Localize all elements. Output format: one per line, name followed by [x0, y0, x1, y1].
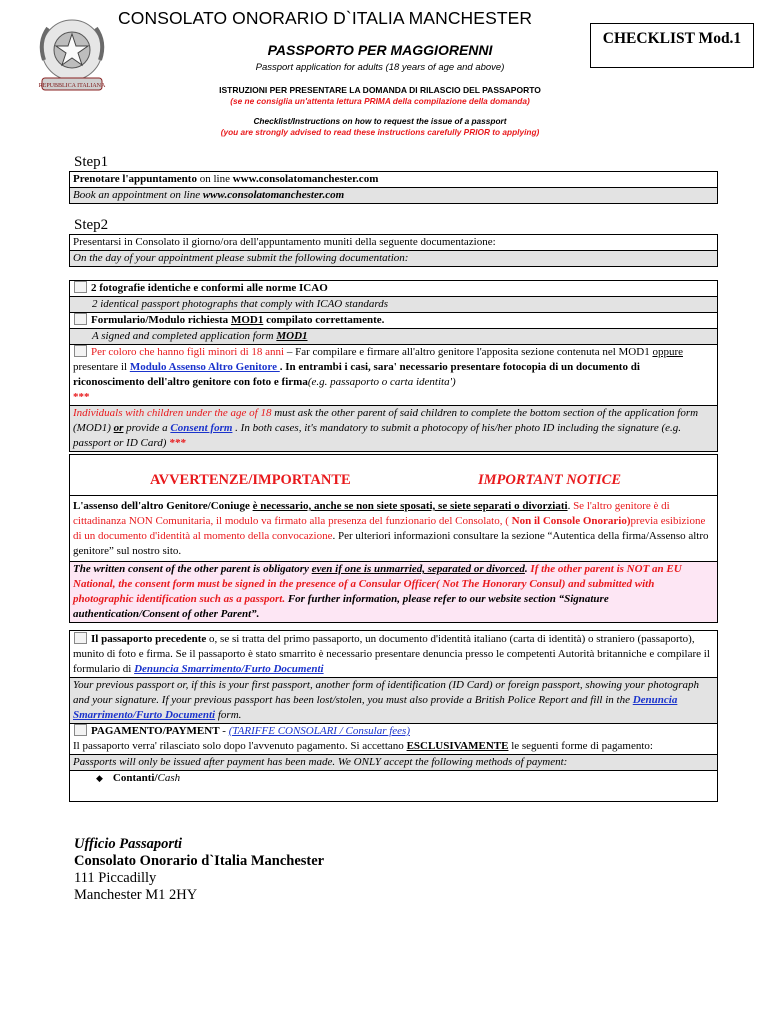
payment-it-3: le seguenti forme di pagamento:	[508, 740, 653, 752]
footer-office: Ufficio Passaporti	[74, 836, 183, 852]
consular-fees-link[interactable]: (TARIFFE CONSOLARI / Consular fees)	[228, 725, 410, 737]
footer	[74, 836, 324, 904]
children-it-row	[70, 345, 717, 406]
step1-it-prefix: Prenotare l'appuntamento	[73, 173, 197, 185]
notice-en-2: even if one is unmarried, separated or divorced	[311, 563, 525, 575]
form-it-mod: MOD1	[230, 314, 264, 326]
children-it-2: – Far compilare e firmare all'altro genitore l'apposita sezione contenuta nel MOD1	[284, 346, 653, 358]
instructions-it-note: (se ne consiglia un'attenta lettura PRIMA della compilazione della domanda)	[230, 96, 530, 106]
payment-method-it: Cash	[157, 772, 181, 784]
bullet-icon: ◆	[96, 773, 103, 783]
instructions-en-note: (you are strongly advised to read these instructions carefully PRIOR to applying)	[220, 127, 540, 137]
children-en-or: or	[113, 422, 124, 434]
form-it-a: Formulario/Modulo richiesta	[91, 314, 231, 326]
prev-passport-en-end: form.	[215, 709, 242, 721]
notice-heading-it: AVVERTENZE/IMPORTANTE	[150, 472, 351, 488]
children-en-2: must ask the other parent of said children to complete the bottom section of the application form (MOD1)	[73, 407, 699, 434]
form-en-a: A signed and completed application form	[92, 330, 277, 342]
step2-it-text: Presentarsi in Consolato il giorno/ora dell'appuntamento muniti della seguente documentazione:	[70, 235, 717, 251]
notice-it-7: . Per ulteriori informazioni consultare la sezione “Autentica della firma/Assenso altro genitore” sul nostro sito.	[73, 530, 709, 557]
step1-it-mid: on line	[196, 173, 233, 185]
step2-box	[69, 234, 718, 267]
photos-en: 2 identical passport photographs that comply with ICAO standards	[70, 297, 717, 313]
children-en-3: provide a	[123, 422, 171, 434]
emblem-ribbon-text: REPUBBLICA ITALIANA	[38, 83, 106, 89]
notice-it-5: Non il Console Onorario)	[511, 515, 631, 527]
notice-en-row	[70, 562, 717, 622]
payment-checkbox[interactable]	[74, 724, 87, 736]
denuncia-link-en[interactable]: Denuncia Smarrimento/Furto Documenti	[73, 694, 678, 721]
notice-en-3: .	[524, 563, 531, 575]
form-subtitle: Passport application for adults (18 years of age and above)	[255, 62, 505, 73]
notice-en-5: For further information, please refer to our website section “Signature authentication/Consent of other Parent”.	[73, 593, 609, 620]
assenso-link[interactable]: Modulo Assenso Altro Genitore	[129, 361, 280, 373]
form-checkbox[interactable]	[74, 313, 87, 325]
notice-en-4: If the other parent is NOT an EU National, the consent form must be signed in the presence of a Consular Officer( Not The Honorary Consul) and submitted with photographic identification such as a passport.	[73, 563, 682, 605]
instructions-en: Checklist/Instructions on how to request the issue of a passport	[253, 116, 507, 126]
payment-en-text: Passports will only be issued after payment has been made. We ONLY accept the following methods of payment:	[70, 755, 717, 771]
notice-it-3: .	[567, 500, 574, 512]
notice-heading-row	[70, 455, 717, 496]
form-row	[70, 313, 717, 329]
step1-box	[69, 171, 718, 204]
step1-en-url[interactable]: www.consolatomanchester.com	[202, 189, 345, 201]
notice-it-6: previa esibizione di un documento d'identità al momento della convocazione	[73, 515, 706, 542]
prev-passport-it-row	[70, 631, 717, 678]
payment-label: PAGAMENTO/PAYMENT	[91, 725, 220, 737]
children-en-stars: ***	[169, 437, 186, 449]
footer-address2: Manchester M1 2HY	[74, 887, 198, 903]
denuncia-link-it[interactable]: Denuncia Smarrimento/Furto Documenti	[134, 663, 324, 675]
prev-passport-en-row	[70, 678, 717, 724]
photos-it: 2 fotografie identiche e conformi alle norme ICAO	[91, 282, 328, 294]
payment-it-1: Il passaporto verra' rilasciato solo dopo l'avvenuto pagamento. Si accettano	[73, 740, 407, 752]
payment-it-2: ESCLUSIVAMENTE	[406, 740, 509, 752]
footer-address1: 111 Piccadilly	[74, 870, 157, 886]
consulate-title: CONSOLATO ONORARIO D`ITALIA MANCHESTER	[118, 8, 533, 28]
payment-it-row	[70, 739, 717, 755]
step2-en-text: On the day of your appointment please submit the following documentation:	[70, 251, 717, 266]
notice-heading-en: IMPORTANT NOTICE	[478, 472, 622, 488]
footer-consulate: Consolato Onorario d`Italia Manchester	[74, 853, 325, 869]
payment-method-bold: Contanti/	[112, 772, 158, 784]
step1-label: Step1	[74, 154, 109, 170]
form-en-mod: MOD1	[276, 330, 308, 342]
form-it-b: compilato correttamente.	[263, 314, 385, 326]
prev-passport-checkbox[interactable]	[74, 632, 87, 644]
documents-box	[69, 280, 718, 452]
notice-it-1: L'assenso dell'altro Genitore/Coniuge	[73, 500, 253, 512]
children-en-row	[70, 406, 717, 451]
payment-method-row	[70, 771, 717, 801]
consent-form-link[interactable]: Consent form	[170, 422, 233, 434]
children-checkbox[interactable]	[74, 345, 87, 357]
children-it-4: . In entrambi i casi, sara' necessario presentare fotocopia di un documento di riconoscimento dell'altro genitore con foto e firma	[73, 361, 640, 388]
prev-passport-it-label: Il passaporto precedente	[91, 633, 207, 645]
notice-it-2: è necessario, anche se non siete sposati, se siete separati o divorziati	[252, 500, 568, 512]
checklist-label: CHECKLIST Mod.1	[590, 23, 754, 68]
notice-it-4: Se l'altro genitore è di cittadinanza NON Comunitaria, il modulo va firmato alla presenza del funzionario del Consolato, (	[73, 500, 670, 527]
instructions-it: ISTRUZIONI PER PRESENTARE LA DOMANDA DI RILASCIO DEL PASSAPORTO	[219, 85, 541, 95]
form-title: PASSPORTO PER MAGGIORENNI	[267, 42, 493, 58]
children-it-oppure: oppure	[652, 346, 683, 358]
notice-it-row	[70, 496, 717, 562]
children-it-3: presentare il	[73, 361, 130, 373]
children-it-1: Per coloro che hanno figli minori di 18 anni	[91, 346, 285, 358]
step1-it-url[interactable]: www.consolatomanchester.com	[232, 173, 379, 185]
photos-row	[70, 281, 717, 297]
step2-label: Step2	[74, 217, 109, 233]
children-en-4: . In both cases, it's mandatory to submit a photocopy of his/her photo ID including the signature (e.g. passport or ID Card)	[73, 422, 682, 449]
photos-checkbox[interactable]	[74, 281, 87, 293]
italian-republic-emblem	[34, 12, 110, 96]
children-it-5: (e.g. passaporto o carta identita')	[307, 376, 456, 388]
step1-en-prefix: Book an appointment on line	[73, 189, 203, 201]
passport-payment-box	[69, 630, 718, 802]
prev-passport-it-text: o, se si tratta del primo passaporto, un documento d'identità italiano (carta di identità) o straniero (passaporto), munito di foto e firma. Se il passaporto è stato smarrito è necessario presentare denuncia presso le competenti Autorità britanniche e compilare il formulario di	[73, 633, 710, 675]
payment-heading-row	[70, 724, 717, 739]
children-en-1: Individuals with children under the age of 18	[73, 407, 272, 419]
step1-it-row	[70, 172, 717, 188]
prev-passport-en-text: Your previous passport or, if this is your first passport, another form of identification (ID Card) or foreign passport, showing your photograph and your signature. If your previous passport has been lost/stolen, you must also provide a British Police Report and fill in the	[73, 679, 700, 706]
form-en-row	[70, 329, 717, 345]
children-it-stars: ***	[73, 391, 90, 403]
step1-en-row	[70, 188, 717, 203]
notice-box	[69, 454, 718, 623]
notice-en-1: The written consent of the other parent is obligatory	[73, 563, 312, 575]
payment-dash: -	[219, 725, 229, 737]
